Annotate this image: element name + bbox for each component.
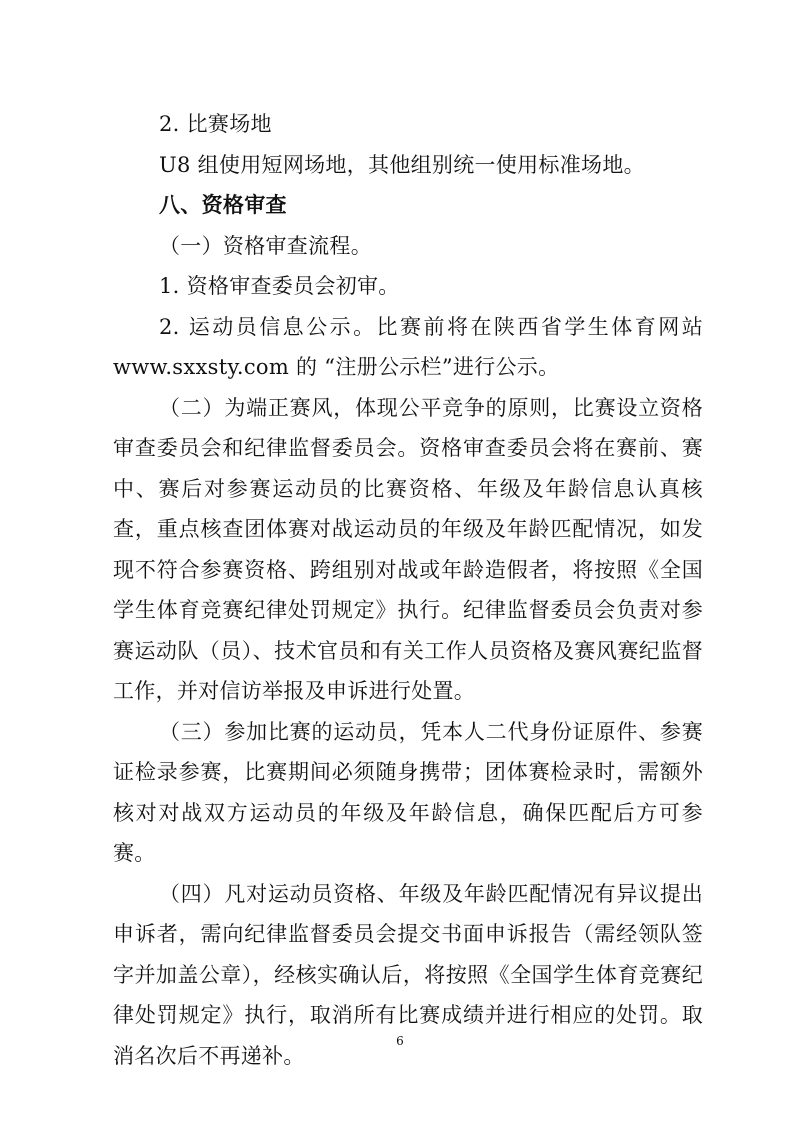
review-step-two: 2. 运动员信息公示。比赛前将在陕西省学生体育网站 www.sxxsty.com 的 “注册公示栏”进行公示。 xyxy=(113,314,703,379)
review-process-title: （一）资格审查流程。 xyxy=(159,233,372,258)
paragraph-part-four: （四）凡对运动员资格、年级及年龄匹配情况有异议提出申诉者，需向纪律监督委员会提交书面申诉报告（需经领队签字并加盖公章），经核实确认后，将按照《全国学生体育竞赛纪律处罚规定》执行，取消所有比赛成绩并进行相应的处罚。取消名次后不再递补。 xyxy=(113,881,703,1068)
paragraph-part-three: （三）参加比赛的运动员，凭本人二代身份证原件、参赛证检录参赛，比赛期间必须随身携带；团体赛检录时，需额外核对对战双方运动员的年级及年龄信息，确保匹配后方可参赛。 xyxy=(113,719,703,865)
review-step-one: 1. 资格审查委员会初审。 xyxy=(159,274,400,298)
venue-paragraph: U8 组使用短网场地，其他组别统一使用标准场地。 xyxy=(159,152,645,177)
page-body xyxy=(113,104,703,1076)
section-eight-heading: 八、资格审查 xyxy=(159,192,287,217)
page-number: 6 xyxy=(396,1034,404,1048)
subsection-venue-title: 2. 比赛场地 xyxy=(159,112,272,136)
paragraph-part-two: （二）为端正赛风，体现公平竞争的原则，比赛设立资格审查委员会和纪律监督委员会。资格审查委员会将在赛前、赛中、赛后对参赛运动员的比赛资格、年级及年龄信息认真核查，重点核查团体赛对战运动员的年级及年龄匹配情况，如发现不符合参赛资格、跨组别对战或年龄造假者，将按照《全国学生体育竞赛纪律处罚规定》执行。纪律监督委员会负责对参赛运动队（员）、技术官员和有关工作人员资格及赛风赛纪监督工作，并对信访举报及申诉进行处置。 xyxy=(113,395,703,703)
